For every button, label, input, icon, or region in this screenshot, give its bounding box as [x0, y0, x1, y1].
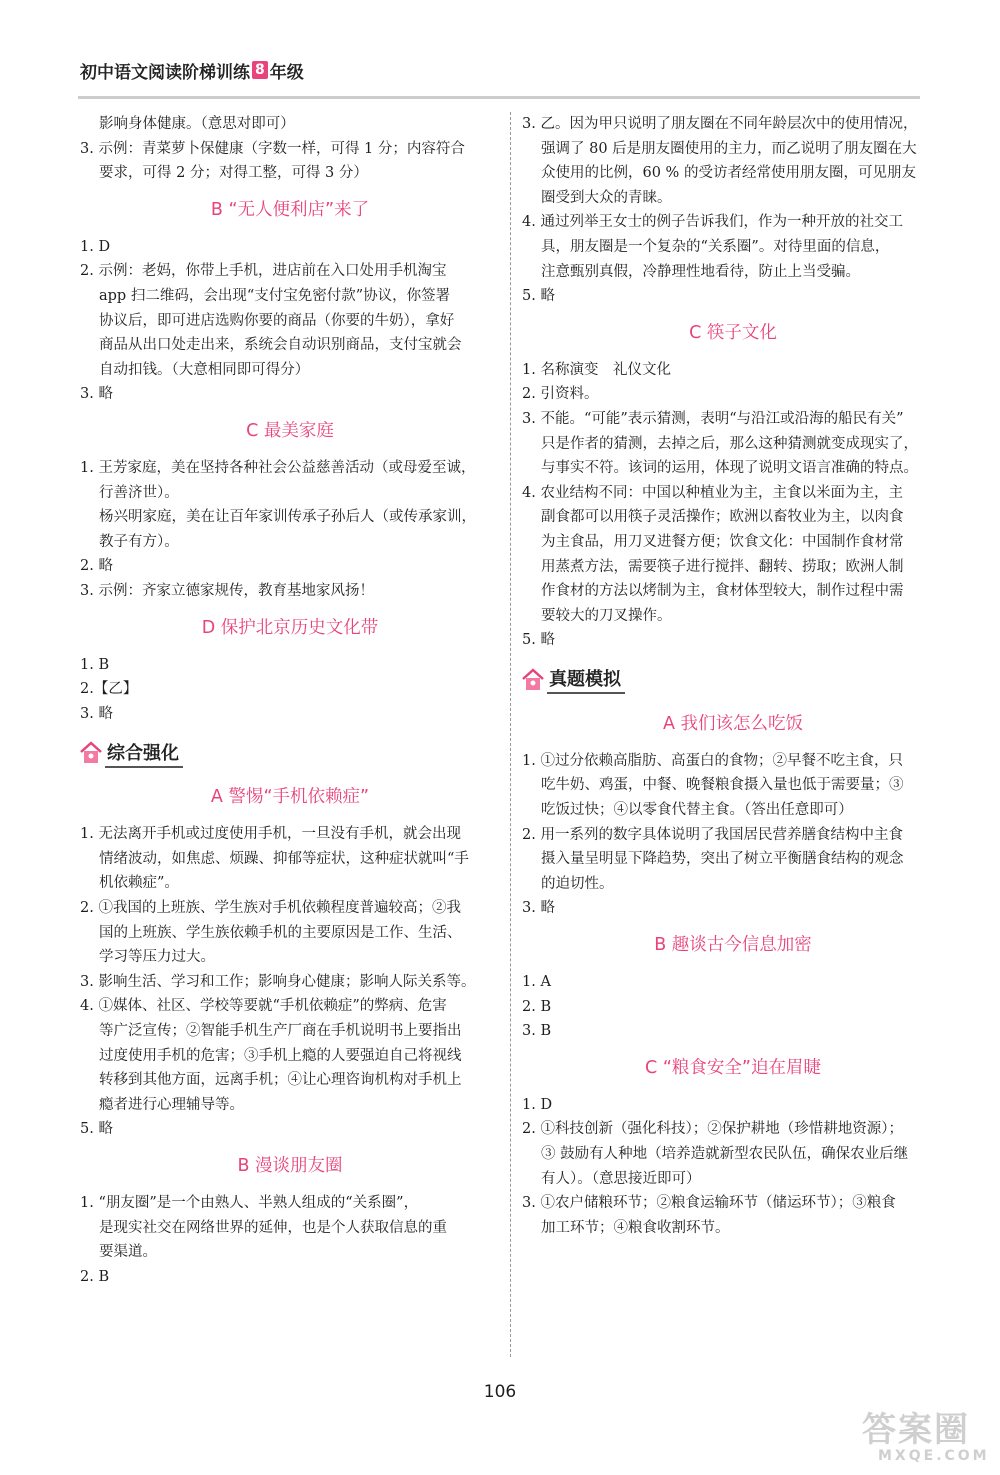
answer-line: 吃牛奶、鸡蛋，中餐、晚餐粮食摄入量也低于需要量；③ [541, 777, 904, 794]
answer-line: 1. 名称演变 礼仪文化 [522, 361, 671, 378]
watermark-url: MXQE.COM [878, 1448, 990, 1464]
answer-line: 5. 略 [80, 1121, 113, 1138]
answer-line: 3. 略 [80, 386, 113, 403]
answer-item [522, 1117, 944, 1191]
answer-line: 4. 通过列举王女士的例子告诉我们，作为一种开放的社交工 [522, 214, 903, 231]
answer-line: 圈受到大众的青睐。 [541, 189, 672, 206]
answer-line: 的迫切性。 [541, 875, 614, 892]
watermark-text: 答案圈 [862, 1410, 970, 1450]
answer-line: 加工环节；④粮食收割环节。 [541, 1219, 730, 1236]
answer-line: 等广泛宣传；②智能手机生产厂商在手机说明书上要指出 [99, 1023, 462, 1040]
answer-line: 4. 农业结构不同：中国以种植业为主，主食以米面为主，主 [522, 484, 903, 501]
right-column [522, 112, 944, 1240]
answer-line: 2. 略 [80, 558, 113, 575]
chapter-heading-text: 综合强化 [105, 739, 183, 768]
answer-line: 1. D [80, 238, 111, 255]
answer-line: 2. B [522, 998, 552, 1015]
answer-item [522, 284, 944, 309]
answer-line: 用蒸煮方法，需要筷子进行搅拌、翻转、捞取；欧洲人制 [541, 558, 904, 575]
answer-item [522, 823, 944, 897]
answer-item [522, 1019, 944, 1044]
answer-line: 1. ①过分依赖高脂肪、高蛋白的食物；②早餐不吃主食，只 [522, 752, 903, 769]
answer-line: 影响身体健康。（意思对即可） [99, 116, 295, 132]
answer-line: 1. A [522, 974, 551, 991]
answer-line: 强调了 80 后是朋友圈使用的主力，而乙说明了朋友圈在大 [541, 140, 917, 157]
answer-item [80, 137, 500, 186]
answer-line: 学习等压力过大。 [99, 949, 215, 966]
answer-line: 5. 略 [522, 632, 555, 649]
answer-line: app 扫二维码，会出现“支付宝免密付款”协议，你签署 [99, 287, 451, 304]
column-divider [510, 112, 511, 1357]
answer-line: 教子有方）。 [99, 533, 179, 550]
answer-item [80, 994, 500, 1117]
answer-line: 2. B [80, 1268, 110, 1285]
answer-item [522, 358, 944, 383]
answer-line: 1. 无法离开手机或过度使用手机，一旦没有手机，就会出现 [80, 826, 461, 843]
book-title: 初中语文阅读阶梯训练 [80, 62, 250, 83]
answer-line: 摄入量呈明显下降趋势，突出了树立平衡膳食结构的观念 [541, 851, 904, 868]
answer-line: 3. 不能。“可能”表示猜测，表明“与沿江或沿海的船民有关” [522, 410, 904, 427]
answer-line: 有人）。（意思接近即可） [541, 1170, 701, 1187]
answer-line: 要渠道。 [99, 1244, 157, 1261]
answer-line: 与事实不符。该词的运用，体现了说明文语言准确的特点。 [541, 460, 918, 477]
answer-item [80, 1117, 500, 1142]
answer-line: 只是作者的猜测，去掉之后，那么这种猜测就变成现实了， [541, 435, 918, 452]
answer-line: 5. 略 [522, 288, 555, 305]
section-title: C “粮食安全”迫在眉睫 [645, 1057, 821, 1078]
answer-item [80, 1191, 500, 1265]
answer-item [80, 677, 500, 702]
answer-line: 过度使用手机的危害；③手机上瘾的人要强迫自己将视线 [99, 1047, 462, 1064]
answer-line: 3. 略 [522, 900, 555, 917]
answer-line: 2. 用一系列的数字具体说明了我国居民营养膳食结构中主食 [522, 826, 903, 843]
answer-item [80, 702, 500, 727]
answer-line: 吃饭过快；④以零食代替主食。（答出任意即可） [541, 802, 853, 819]
grade-label: 年级 [269, 62, 304, 83]
answer-line: 2. 引资料。 [522, 386, 599, 403]
answer-item [522, 210, 944, 284]
answer-line: 1. 王芳家庭，美在坚持各种社会公益慈善活动（或母爱至诚， [80, 459, 476, 476]
chapter-heading-text: 真题模拟 [547, 665, 625, 694]
answer-item [522, 628, 944, 653]
answer-item [522, 382, 944, 407]
section-title: B 趣谈古今信息加密 [654, 935, 812, 956]
answer-line: 3. 示例：青菜萝卜保健康（字数一样，可得 1 分；内容符合 [80, 140, 465, 157]
section-title: A 我们该怎么吃饭 [662, 713, 804, 734]
left-column [80, 112, 500, 1289]
section-title: C 筷子文化 [689, 322, 777, 343]
answer-line: 协议后，即可进店选购你要的商品（你要的牛奶），拿好 [99, 312, 455, 329]
answer-line: 注意甄别真假，冷静理性地看待，防止上当受骗。 [541, 263, 860, 280]
answer-line: 副食都可以用筷子灵活操作；欧洲以畜牧业为主，以肉食 [541, 509, 904, 526]
grade-badge: 8 [252, 61, 268, 79]
answer-item [522, 970, 944, 995]
answer-line: 为主食品，用刀叉进餐方便；饮食文化：中国制作食材常 [541, 533, 904, 550]
answer-line: 转移到其他方面，远离手机；④让心理咨询机构对手机上 [99, 1072, 462, 1089]
answer-item [80, 112, 500, 137]
header-rule [78, 96, 920, 99]
answer-item [80, 579, 500, 604]
answer-line: 要较大的刀叉操作。 [541, 607, 672, 624]
answer-line: 是现实社交在网络世界的延伸，也是个人获取信息的重 [99, 1219, 447, 1236]
answer-item [522, 749, 944, 823]
answer-item [522, 995, 944, 1020]
answer-item [522, 112, 944, 210]
answer-line: 具，朋友圈是一个复杂的“关系圈”。对待里面的信息， [541, 238, 890, 255]
page-header [80, 55, 304, 85]
answer-line: 1. “朋友圈”是一个由熟人、半熟人组成的“关系圈”， [80, 1195, 419, 1211]
chapter-heading [80, 738, 500, 768]
answer-line: 机依赖症”。 [99, 875, 179, 892]
answer-item [522, 1191, 944, 1240]
answer-line: 2. ①我国的上班族、学生族对手机依赖程度普遍较高；②我 [80, 900, 461, 917]
answer-line: 情绪波动，如焦虑、烦躁、抑郁等症状，这种症状就叫“手 [99, 850, 469, 867]
page-number: 106 [483, 1382, 517, 1402]
answer-line: 2. 示例：老妈，你带上手机，进店前在入口处用手机淘宝 [80, 263, 447, 280]
answer-line: 国的上班族、学生族依赖手机的主要原因是工作、生活、 [99, 924, 462, 941]
answer-item [80, 235, 500, 260]
section-title: B “无人便利店”来了 [210, 199, 370, 220]
house-icon [522, 668, 544, 692]
section-title: B 漫谈朋友圈 [237, 1156, 343, 1176]
answer-line: 行善济世）。 [99, 484, 179, 501]
answer-line: 自动扣钱。（大意相同即可得分） [99, 361, 310, 378]
answer-line: 2. ①科技创新（强化科技）；②保护耕地（珍惜耕地资源）； [522, 1121, 903, 1138]
answer-line: 3. 影响生活、学习和工作；影响身心健康；影响人际关系等。 [80, 973, 476, 990]
chapter-heading [522, 665, 944, 695]
answer-line: 3. 示例：齐家立德家规传，教育基地家风扬！ [80, 582, 374, 599]
answer-line: 3. 略 [80, 705, 113, 722]
answer-line: 3. B [522, 1023, 552, 1040]
answer-line: 3. 乙。因为甲只说明了朋友圈在不同年龄层次中的使用情况， [522, 116, 918, 132]
answer-item [522, 1093, 944, 1118]
answer-line: 1. D [522, 1096, 553, 1113]
answer-item [522, 896, 944, 921]
section-title: D 保护北京历史文化带 [201, 617, 379, 638]
answer-line: 作食材的方法以烤制为主，食材体型较大，制作过程中需 [541, 583, 904, 600]
answer-line: 商品从出口处走出来，系统会自动识别商品，支付宝就会 [99, 337, 462, 354]
section-title: A 警惕“手机依赖症” [210, 787, 370, 808]
answer-item [80, 970, 500, 995]
section-title: C 最美家庭 [246, 420, 334, 441]
answer-item [522, 481, 944, 629]
answer-item [80, 382, 500, 407]
answer-line: 杨兴明家庭，美在让百年家训传承子孙后人（或传承家训， [99, 509, 476, 526]
answer-line: 瘾者进行心理辅导等。 [99, 1096, 244, 1113]
answer-item [522, 407, 944, 481]
answer-item [80, 896, 500, 970]
answer-line: 1. B [80, 656, 110, 673]
answer-line: ③ 鼓励有人种地（培养造就新型农民队伍，确保农业后继 [541, 1146, 909, 1162]
answer-line: 众使用的比例，60 % 的受访者经常使用朋友圈，可见朋友 [541, 165, 916, 182]
answer-item [80, 456, 500, 554]
answer-item [80, 653, 500, 678]
answer-item [80, 554, 500, 579]
answer-item [80, 822, 500, 896]
answer-line: 2.【乙】 [80, 681, 138, 698]
watermark-logo [862, 1410, 990, 1467]
answer-item [80, 1265, 500, 1290]
answer-line: 3. ①农户储粮环节；②粮食运输环节（储运环节）；③粮食 [522, 1195, 896, 1212]
house-icon [80, 741, 102, 765]
answer-line: 要求，可得 2 分；对得工整，可得 3 分） [99, 165, 368, 182]
answer-item [80, 259, 500, 382]
answer-line: 4. ①媒体、社区、学校等要就“手机依赖症”的弊病、危害 [80, 998, 447, 1015]
